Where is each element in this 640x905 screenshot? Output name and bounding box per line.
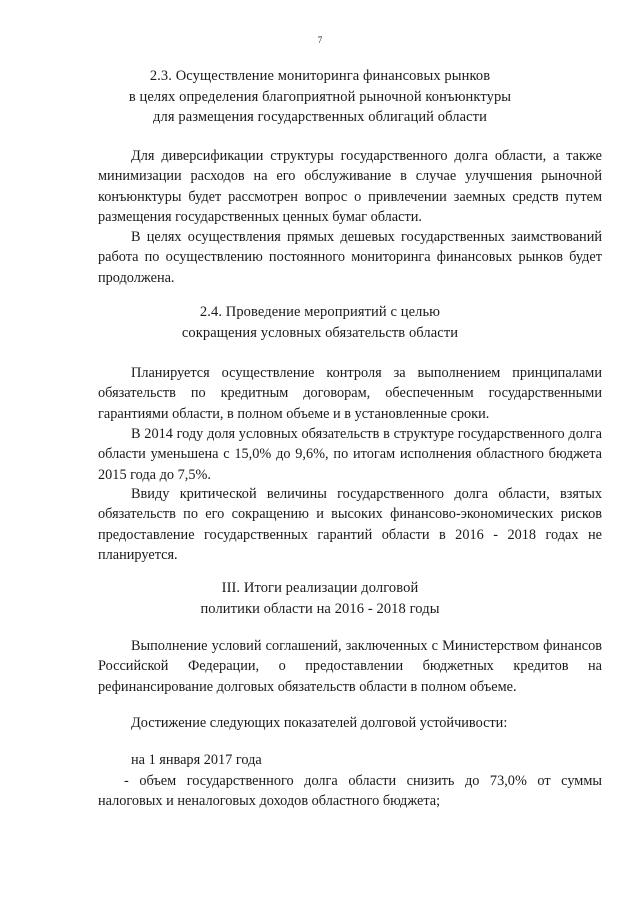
paragraph: Выполнение условий соглашений, заключенных с Министерством финансов Российской Федерации, о предоставлении бюджетных кредитов на рефинансирование долговых обязательств области в полном объеме. <box>98 638 602 695</box>
list-item: - объем государственного долга области снизить до 73,0% от суммы налоговых и неналоговых доходов областного бюджета; <box>98 773 602 810</box>
paragraph: Для диверсификации структуры государственного долга области, а также минимизации расходов на его обслуживание в случае улучшения рыночной конъюнктуры будет рассмотрен вопрос о привлечении заемных средств путем размещения государственных ценных бумаг области. <box>98 148 602 225</box>
heading-line: в целях определения благоприятной рыночной конъюнктуры <box>128 88 512 105</box>
heading-line: 2.3. Осуществление мониторинга финансовых рынков <box>149 68 491 84</box>
heading-line: для размещения государственных облигаций области <box>153 109 487 125</box>
heading-line: сокращения условных обязательств области <box>181 324 459 341</box>
heading-line: 2.4. Проведение мероприятий с целью <box>199 304 441 320</box>
paragraph: Достижение следующих показателей долговой устойчивости: <box>131 715 508 731</box>
section-3-title <box>0 578 640 619</box>
section-2-4-title <box>0 302 640 343</box>
page-number: 7 <box>317 35 323 45</box>
paragraph: Планируется осуществление контроля за выполнением принципалами обязательств по кредитным договорам, обеспеченным государственными гарантиями области, в полном объеме и в установленные сроки. <box>98 365 602 422</box>
date-line: на 1 января 2017 года <box>131 752 262 768</box>
heading-line: III. Итоги реализации долговой <box>221 580 419 596</box>
section-2-3-title <box>0 66 640 128</box>
paragraph: В целях осуществления прямых дешевых государственных заимствований работа по осуществлению постоянного мониторинга финансовых рынков будет продолжена. <box>98 229 602 286</box>
paragraph: Ввиду критической величины государственного долга области, взятых обязательств по его сокращению и высоких финансово-экономических рисков предоставление государственных гарантий области в 2016 - 2018 годах не планируется. <box>98 486 602 563</box>
heading-line: политики области на 2016 - 2018 годы <box>200 600 440 617</box>
paragraph: В 2014 году доля условных обязательств в структуре государственного долга области уменьшена с 15,0% до 9,6%, по итогам исполнения областного бюджета 2015 года до 7,5%. <box>98 426 602 483</box>
